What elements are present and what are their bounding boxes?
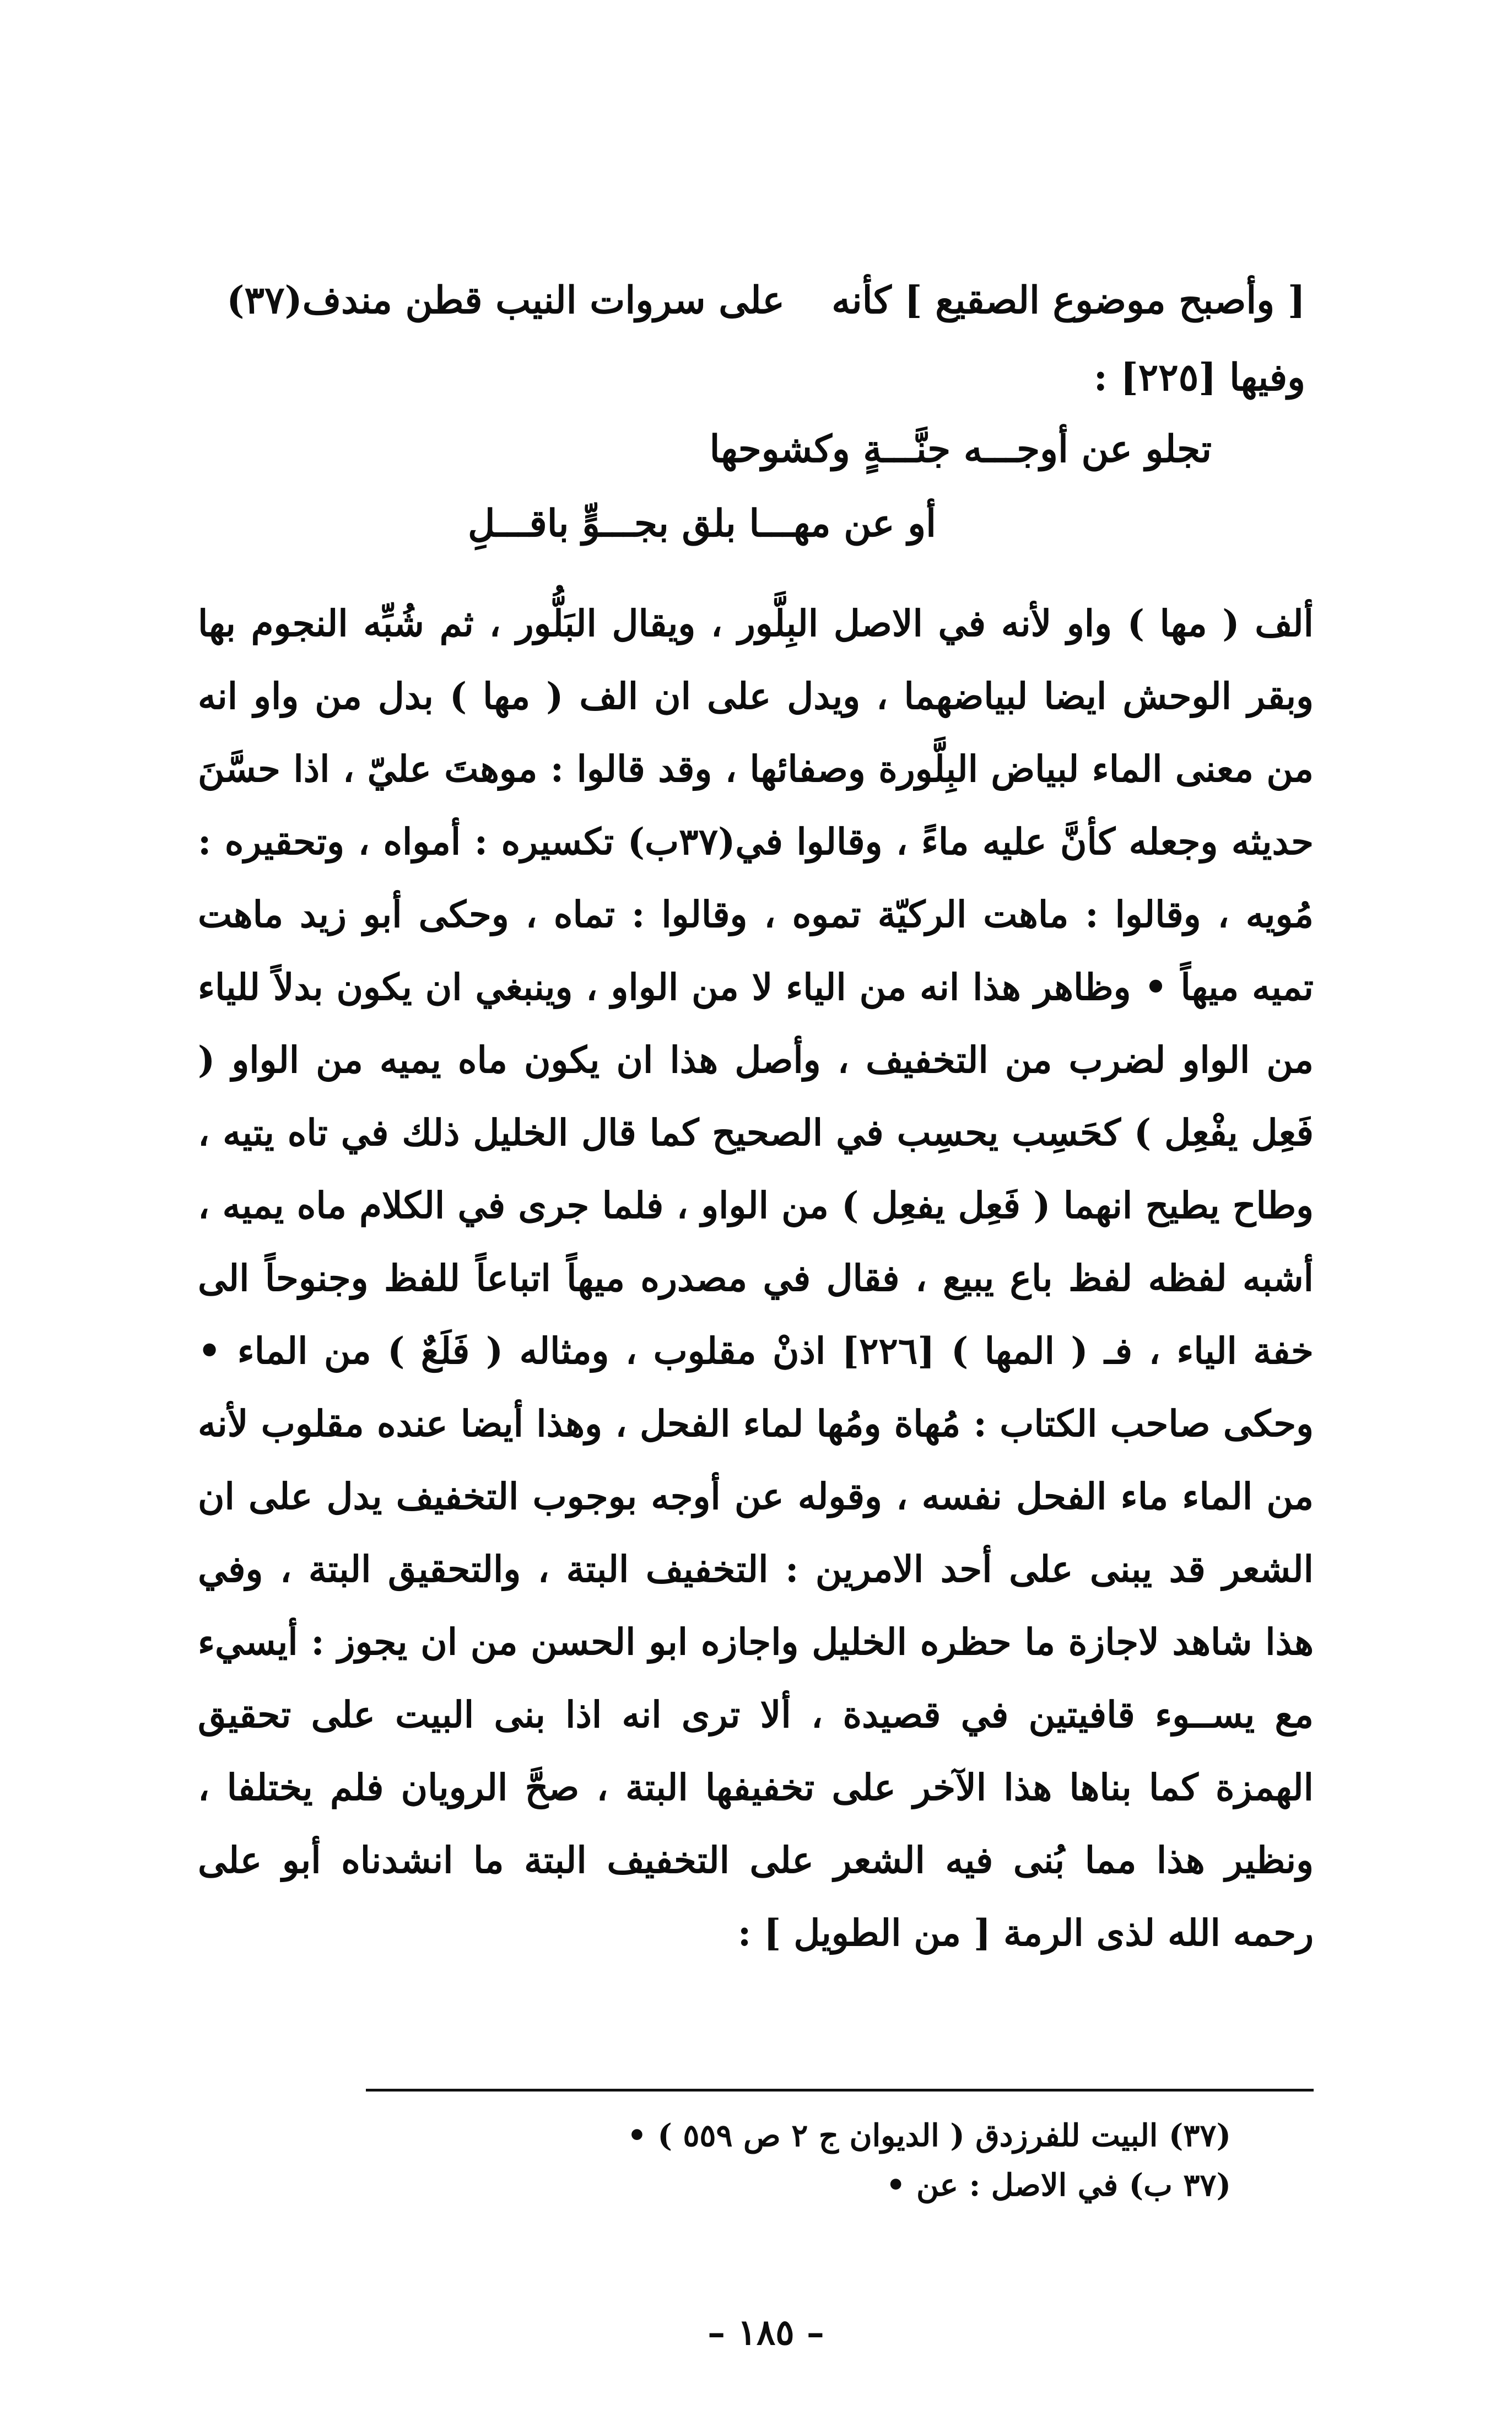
body-paragraph: ألف ( مها ) واو لأنه في الاصل البِلَّور ، ويقال البَلُّور ، ثم شُبِّه النجوم بها وبقر الوحش ايضا لبياضهما ، ويدل على ان الف ( مها ) بدل من واو انه من معنى الماء لبياض البِلَّورة وصفائها ، وقد قالوا : موهتَ عليّ ، اذا حسَّنَ حديثه وجعله كأنَّ عليه ماءً ، وقالوا في(٣٧ب) تكسيره : أمواه ، وتحقيره : مُويه ، وقالوا : ماهت الركيّة تموه ، وقالوا : تماه ، وحكى أبو زيد ماهت تميه ميهاً • وظاهر هذا انه من الياء لا من الواو ، وينبغي ان يكون بدلاً للياء من الواو لضرب من التخفيف ، وأصل هذا ان يكون ماه يميه من الواو ( فَعِل يفْعِل ) كحَسِب يحسِب في الصحيح كما قال الخليل ذلك في تاه يتيه ، وطاح يطيح انهما ( فَعِل يفعِل ) من الواو ، فلما جرى في الكلام ماه يميه ، أشبه لفظه لفظ باع يبيع ، فقال في مصدره ميهاً اتباعاً للفظ وجنوحاً الى خفة الياء ، فـ ( المها ) [٢٢٦] اذنْ مقلوب ، ومثاله ( فَلَعٌ ) من الماء • وحكى صاحب الكتاب : مُهاة ومُها لماء الفحل ، وهذا أيضا عنده مقلوب لأنه من الماء ماء الفحل نفسه ، وقوله عن أوجه بوجوب التخفيف يدل على ان الشعر قد يبنى على أحد الامرين : التخفيف البتة ، والتحقيق البتة ، وفي هذا شاهد لاجازة ما حظره الخليل واجازه ابو الحسن من ان يجوز : أيسيء مع يســوء قافيتين في قصيدة ، ألا ترى انه اذا بنى البيت على تحقيق الهمزة كما بناها هذا الآخر على تخفيفها البتة ، صحَّ الرويان فلم يختلفا ، ونظير هذا مما بُنى فيه الشعر على التخفيف البتة ما انشدناه أبو على رحمه الله لذى الرمة [ من الطويل ] : bbox=[198, 602, 1314, 1954]
footnote-37b: (٣٧ ب) في الاصل : عن • bbox=[885, 2167, 1231, 2203]
verse-intro-left-hemistich: على سروات النيب قطن مندف(٣٧) bbox=[226, 278, 785, 322]
footnotes bbox=[627, 2111, 1231, 2210]
verse-intro-right-hemistich: [ وأصبح موضوع الصقيع ] كأنه bbox=[831, 278, 1305, 322]
footnote-divider bbox=[366, 2089, 1314, 2092]
verse-line-1: تجلو عن أوجـــه جنَّـــةٍ وكشوحها bbox=[709, 427, 1212, 471]
footnote-37: (٣٧) البيت للفرزدق ( الديوان ج ٢ ص ٥٥٩ ) • bbox=[627, 2117, 1231, 2154]
verse-line-2: أو عن مهـــا بلق بجـــوٍّ باقـــلِ bbox=[468, 502, 936, 546]
body-text bbox=[198, 587, 1314, 1969]
intro-line: وفيها [٢٢٥] : bbox=[1093, 355, 1305, 400]
page-number: – ١٨٥ – bbox=[708, 2312, 824, 2353]
